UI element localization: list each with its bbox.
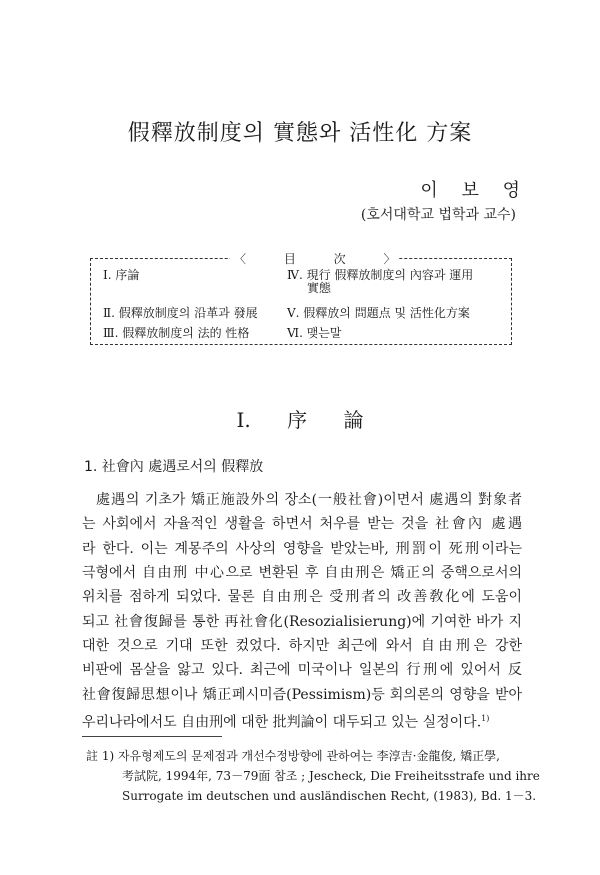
- toc-item: Ⅱ. 假釋放制度의 沿革과 發展: [103, 306, 258, 320]
- paragraph-line-last: [82, 710, 522, 732]
- author-affiliation: (호서대학교 법학과 교수): [360, 207, 516, 223]
- section-heading: Ⅰ. 序 論: [236, 408, 364, 432]
- footnote-separator: [82, 736, 222, 737]
- table-of-contents: [90, 258, 512, 345]
- paragraph-line: 대한 것으로 기대 또한 컸었다. 하지만 최근에 와서 自由刑은 강한: [82, 638, 522, 654]
- paragraph-line: 社會復歸思想이나 矯正페시미즘(Pessimism)등 회의론의 영향을 받아: [82, 687, 522, 703]
- toc-item: Ⅲ. 假釋放制度의 法的 性格: [103, 326, 250, 340]
- toc-item-continued: 實態: [307, 281, 332, 295]
- paragraph-line: 비판에 몸살을 앓고 있다. 최근에 미국이나 일본의 行刑에 있어서 反: [82, 662, 522, 678]
- paragraph-line-text: 우리나라에서도 自由刑에 대한 批判論이 대두되고 있는 실정이다.: [82, 714, 482, 731]
- toc-item: Ⅰ. 序論: [103, 268, 140, 282]
- paragraph-line: 극형에서 自由刑 中心으로 변환된 후 自由刑은 矯正의 중핵으로서의: [82, 565, 522, 581]
- author-name: 이 보 영: [420, 180, 520, 201]
- paragraph-line: 되고 社會復歸를 통한 再社會化(Resozialisierung)에 기여한 바가 지: [82, 614, 522, 630]
- paragraph-line: 라 한다. 이는 계몽주의 사상의 영향을 받았는바, 刑罰이 死刑이라는: [82, 541, 522, 557]
- footnote-line: 註 1) 자유형제도의 문제점과 개선수정방향에 관하여는 李淳吉·金龍俊, 矯正學,: [86, 749, 500, 763]
- footnote-reference[interactable]: 1): [481, 714, 490, 723]
- paragraph-line: 處遇의 기초가 矯正施設外의 장소(一般社會)이면서 處遇의 對象者: [96, 492, 522, 508]
- footnote-line: Surrogate im deutschen und ausländischen Recht, (1983), Bd. 1－3.: [122, 789, 537, 803]
- toc-item: Ⅳ. 現行 假釋放制度의 內容과 運用: [287, 268, 474, 282]
- toc-item: Ⅵ. 맺는말: [287, 326, 342, 340]
- paper-title: 假釋放制度의 實態와 活性化 方案: [127, 121, 473, 146]
- subsection-heading: 1. 社會內 處遇로서의 假釋放: [84, 459, 264, 475]
- footnote-line: 考試院, 1994年, 73－79面 참조 ; Jescheck, Die Freiheitsstrafe und ihre: [122, 769, 540, 783]
- paragraph-line: 위치를 점하게 되었다. 물론 自由刑은 受刑者의 改善敎化에 도움이: [82, 589, 522, 605]
- toc-item: Ⅴ. 假釋放의 問題点 및 活性化方案: [287, 306, 470, 320]
- paragraph-line: 는 사회에서 자율적인 생활을 하면서 처우를 받는 것을 社會內 處遇: [82, 516, 522, 532]
- toc-label: 〈 目 次 〉: [230, 250, 399, 267]
